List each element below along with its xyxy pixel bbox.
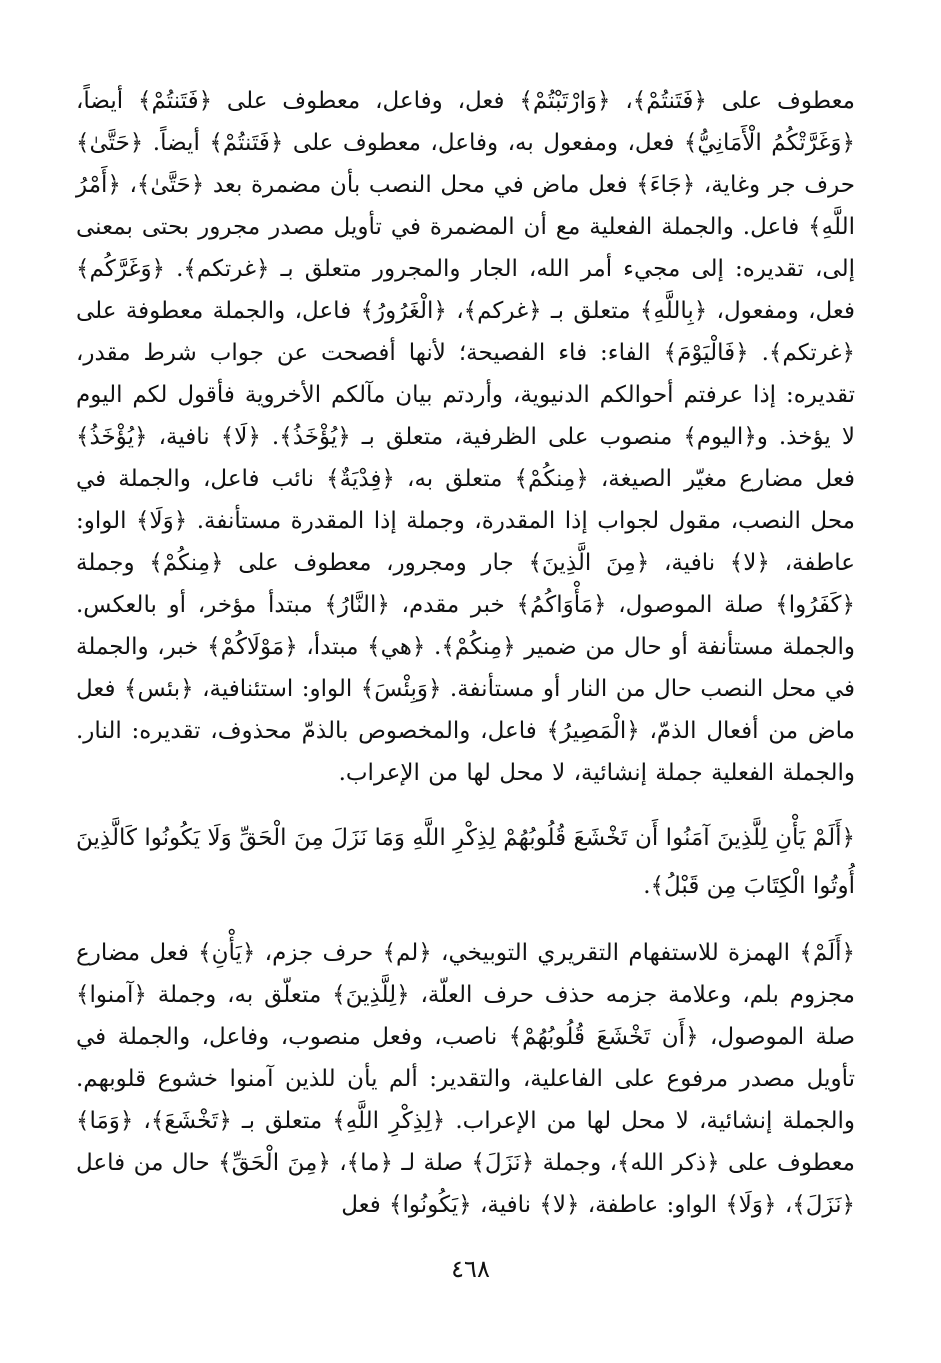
- body-paragraph-1: معطوف على ﴿فَتَنتُمْ﴾، ﴿وَارْتَبْتُمْ﴾ فعل، وفاعل، معطوف على ﴿فَتَنتُمْ﴾ أيضاً، ﴿وَغَرَّتْكُمُ الْأَمَانِيُّ﴾ فعل، ومفعول به، وفاعل، معطوف على ﴿فَتَنتُمْ﴾ أيضاً. ﴿حَتَّىٰ﴾ حرف جر وغاية، ﴿جَاءَ﴾ فعل ماض في محل النصب بأن مضمرة بعد ﴿حَتَّىٰ﴾، ﴿أَمْرُ اللَّهِ﴾ فاعل. والجملة الفعلية مع أن المضمرة في تأويل مصدر مجرور بحتى بمعنى إلى، تقديره: إلى مجيء أمر الله، الجار والمجرور متعلق بـ ﴿غرتكم﴾. ﴿وَغَرَّكُم﴾ فعل، ومفعول، ﴿بِاللَّهِ﴾ متعلق بـ ﴿غركم﴾، ﴿الْغَرُورُ﴾ فاعل، والجملة معطوفة على ﴿غرتكم﴾. ﴿فَالْيَوْمَ﴾ الفاء: فاء الفصيحة؛ لأنها أفصحت عن جواب شرط مقدر، تقديره: إذا عرفتم أحوالكم الدنيوية، وأردتم بيان مآلكم الأخروية فأقول لكم اليوم لا يؤخذ. و﴿اليوم﴾ منصوب على الظرفية، متعلق بـ ﴿يُؤْخَذُ﴾. ﴿لَا﴾ نافية، ﴿يُؤْخَذُ﴾ فعل مضارع مغيّر الصيغة، ﴿مِنكُمْ﴾ متعلق به، ﴿فِدْيَةٌ﴾ نائب فاعل، والجملة في محل النصب، مقول لجواب إذا المقدرة، وجملة إذا المقدرة مستأنفة. ﴿وَلَا﴾ الواو: عاطفة، ﴿لا﴾ نافية، ﴿مِنَ الَّذِينَ﴾ جار ومجرور، معطوف على ﴿مِنكُمْ﴾ وجملة ﴿كَفَرُوا﴾ صلة الموصول، ﴿مَأْوَاكُمُ﴾ خبر مقدم، ﴿النَّارُ﴾ مبتدأ مؤخر، أو بالعكس. والجملة مستأنفة أو حال من ضمير ﴿مِنكُمْ﴾. ﴿هي﴾ مبتدأ، ﴿مَوْلَاكُمْ﴾ خبر، والجملة في محل النصب حال من النار أو مستأنفة. ﴿وَبِئْسَ﴾ الواو: استئنافية، ﴿بئس﴾ فعل ماض من أفعال الذمّ، ﴿الْمَصِيرُ﴾ فاعل، والمخصوص بالذمّ محذوف، تقديره: النار. والجملة الفعلية جملة إنشائية، لا محل لها من الإعراب.: [76, 88, 855, 786]
- page-number: ٤٦٨: [451, 1255, 490, 1283]
- body-paragraph-2: ﴿أَلَمْ﴾ الهمزة للاستفهام التقريري التوبيخي، ﴿لم﴾ حرف جزم، ﴿يَأْنِ﴾ فعل مضارع مجزوم بلم، وعلامة جزمه حذف حرف العلّة، ﴿لِلَّذِينَ﴾ متعلّق به، وجملة ﴿آمنوا﴾ صلة الموصول، ﴿أَن تَخْشَعَ قُلُوبُهُمْ﴾ ناصب، وفعل منصوب، وفاعل، والجملة في تأويل مصدر مرفوع على الفاعلية، والتقدير: ألم يأن للذين آمنوا خشوع قلوبهم. والجملة إنشائية، لا محل لها من الإعراب. ﴿لِذِكْرِ اللَّهِ﴾ متعلق بـ ﴿تَخْشَعَ﴾، ﴿وَمَا﴾ معطوف على ﴿ذكر الله﴾، وجملة ﴿نَزَلَ﴾ صلة لـ ﴿ما﴾، ﴿مِنَ الْحَقِّ﴾ حال من فاعل ﴿نَزَلَ﴾، ﴿وَلَا﴾ الواو: عاطفة، ﴿لا﴾ نافية، ﴿يَكُونُوا﴾ فعل: [76, 940, 855, 1218]
- quran-verse: ﴿أَلَمْ يَأْنِ لِلَّذِينَ آمَنُوا أَن تَخْشَعَ قُلُوبُهُمْ لِذِكْرِ اللَّهِ وَمَا نَزَلَ مِنَ الْحَقِّ وَلَا يَكُونُوا كَالَّذِينَ أُوتُوا الْكِتَابَ مِن قَبْلُ﴾.: [76, 825, 855, 899]
